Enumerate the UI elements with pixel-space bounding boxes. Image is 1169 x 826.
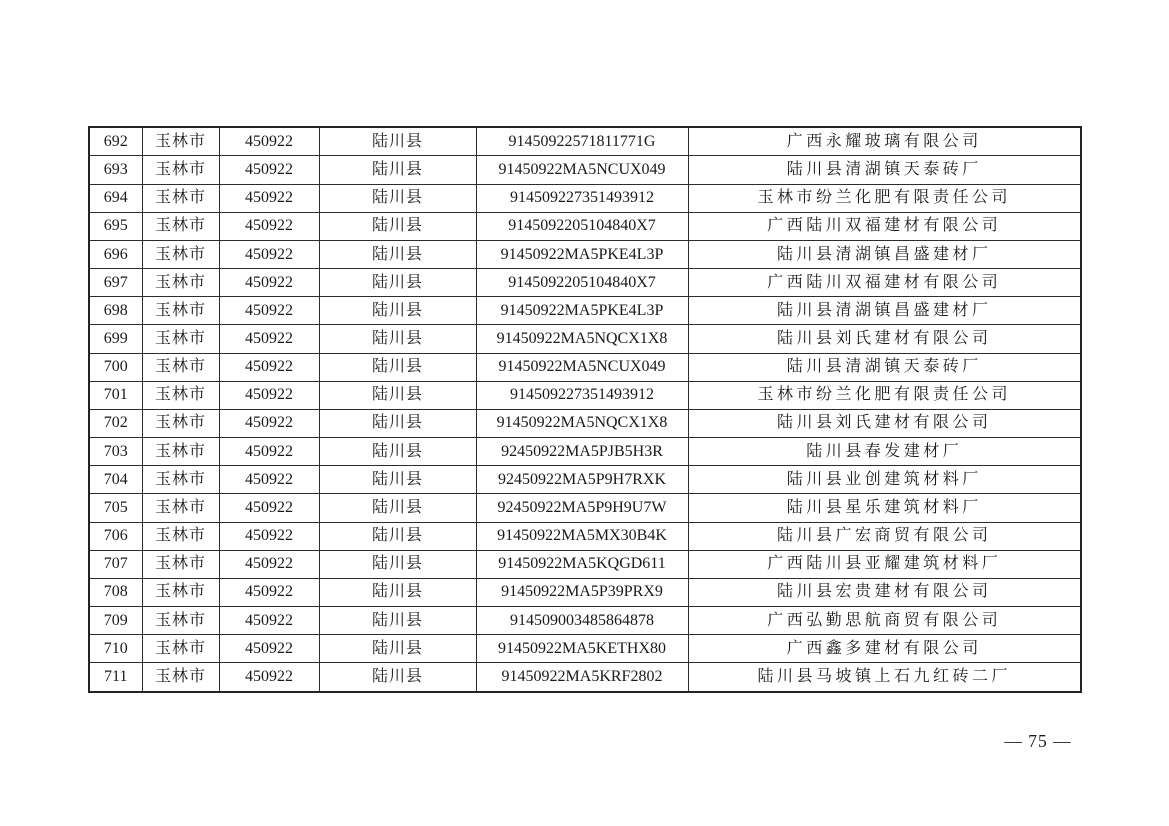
- cell-county: 陆川县: [319, 184, 476, 212]
- table-row: [89, 353, 1081, 381]
- cell-city: 玉林市: [142, 184, 219, 212]
- cell-company-name: 玉林市纷兰化肥有限责任公司: [688, 381, 1081, 409]
- cell-company-name: 广西永耀玻璃有限公司: [688, 127, 1081, 156]
- cell-serial-number: 697: [89, 269, 142, 297]
- cell-serial-number: 706: [89, 522, 142, 550]
- cell-district-code: 450922: [219, 494, 319, 522]
- cell-company-name: 陆川县马坡镇上石九红砖二厂: [688, 663, 1081, 692]
- cell-city: 玉林市: [142, 438, 219, 466]
- cell-city: 玉林市: [142, 156, 219, 184]
- cell-county: 陆川县: [319, 156, 476, 184]
- table-row: [89, 606, 1081, 634]
- cell-serial-number: 694: [89, 184, 142, 212]
- cell-company-name: 广西陆川双福建材有限公司: [688, 269, 1081, 297]
- cell-county: 陆川县: [319, 127, 476, 156]
- table-row: [89, 522, 1081, 550]
- cell-city: 玉林市: [142, 325, 219, 353]
- cell-district-code: 450922: [219, 353, 319, 381]
- cell-county: 陆川县: [319, 635, 476, 663]
- table-row: [89, 240, 1081, 268]
- cell-serial-number: 703: [89, 438, 142, 466]
- cell-city: 玉林市: [142, 550, 219, 578]
- table-row: [89, 466, 1081, 494]
- cell-district-code: 450922: [219, 381, 319, 409]
- table-row: [89, 494, 1081, 522]
- table-row: [89, 550, 1081, 578]
- cell-serial-number: 699: [89, 325, 142, 353]
- cell-district-code: 450922: [219, 578, 319, 606]
- cell-company-name: 陆川县清湖镇天泰砖厂: [688, 353, 1081, 381]
- cell-county: 陆川县: [319, 353, 476, 381]
- cell-district-code: 450922: [219, 466, 319, 494]
- cell-district-code: 450922: [219, 325, 319, 353]
- page-number: [998, 731, 1078, 752]
- cell-company-name: 陆川县清湖镇昌盛建材厂: [688, 240, 1081, 268]
- cell-county: 陆川县: [319, 663, 476, 692]
- cell-serial-number: 700: [89, 353, 142, 381]
- cell-district-code: 450922: [219, 550, 319, 578]
- cell-district-code: 450922: [219, 156, 319, 184]
- cell-credit-code: 91450922MA5NCUX049: [476, 353, 688, 381]
- cell-district-code: 450922: [219, 522, 319, 550]
- table-row: [89, 269, 1081, 297]
- cell-company-name: 陆川县春发建材厂: [688, 438, 1081, 466]
- table-row: [89, 438, 1081, 466]
- cell-district-code: 450922: [219, 635, 319, 663]
- cell-credit-code: 92450922MA5P9H7RXK: [476, 466, 688, 494]
- table-row: [89, 212, 1081, 240]
- cell-city: 玉林市: [142, 240, 219, 268]
- cell-company-name: 广西鑫多建材有限公司: [688, 635, 1081, 663]
- cell-city: 玉林市: [142, 494, 219, 522]
- cell-city: 玉林市: [142, 353, 219, 381]
- cell-serial-number: 696: [89, 240, 142, 268]
- cell-credit-code: 92450922MA5P9H9U7W: [476, 494, 688, 522]
- cell-city: 玉林市: [142, 522, 219, 550]
- table-row: [89, 127, 1081, 156]
- cell-serial-number: 695: [89, 212, 142, 240]
- cell-city: 玉林市: [142, 297, 219, 325]
- cell-city: 玉林市: [142, 663, 219, 692]
- cell-credit-code: 914509003485864878: [476, 606, 688, 634]
- cell-district-code: 450922: [219, 269, 319, 297]
- cell-serial-number: 692: [89, 127, 142, 156]
- cell-serial-number: 707: [89, 550, 142, 578]
- cell-city: 玉林市: [142, 606, 219, 634]
- cell-county: 陆川县: [319, 269, 476, 297]
- cell-company-name: 陆川县刘氏建材有限公司: [688, 409, 1081, 437]
- cell-district-code: 450922: [219, 212, 319, 240]
- cell-serial-number: 710: [89, 635, 142, 663]
- table-row: [89, 635, 1081, 663]
- company-table-body: [89, 127, 1081, 692]
- cell-credit-code: 914509227351493912: [476, 381, 688, 409]
- cell-credit-code: 914509227351493912: [476, 184, 688, 212]
- cell-serial-number: 709: [89, 606, 142, 634]
- cell-company-name: 陆川县宏贵建材有限公司: [688, 578, 1081, 606]
- cell-credit-code: 9145092205104840X7: [476, 269, 688, 297]
- cell-county: 陆川县: [319, 550, 476, 578]
- table-row: [89, 578, 1081, 606]
- cell-credit-code: 92450922MA5PJB5H3R: [476, 438, 688, 466]
- cell-serial-number: 702: [89, 409, 142, 437]
- cell-district-code: 450922: [219, 409, 319, 437]
- cell-county: 陆川县: [319, 578, 476, 606]
- cell-city: 玉林市: [142, 578, 219, 606]
- cell-company-name: 陆川县星乐建筑材料厂: [688, 494, 1081, 522]
- cell-company-name: 广西陆川双福建材有限公司: [688, 212, 1081, 240]
- cell-city: 玉林市: [142, 409, 219, 437]
- cell-district-code: 450922: [219, 663, 319, 692]
- cell-credit-code: 91450922MA5NCUX049: [476, 156, 688, 184]
- cell-city: 玉林市: [142, 269, 219, 297]
- cell-company-name: 玉林市纷兰化肥有限责任公司: [688, 184, 1081, 212]
- cell-company-name: 陆川县刘氏建材有限公司: [688, 325, 1081, 353]
- table-row: [89, 325, 1081, 353]
- cell-company-name: 陆川县清湖镇昌盛建材厂: [688, 297, 1081, 325]
- cell-county: 陆川县: [319, 409, 476, 437]
- cell-credit-code: 91450922MA5KQGD611: [476, 550, 688, 578]
- cell-county: 陆川县: [319, 212, 476, 240]
- cell-city: 玉林市: [142, 381, 219, 409]
- cell-city: 玉林市: [142, 466, 219, 494]
- cell-district-code: 450922: [219, 438, 319, 466]
- cell-serial-number: 701: [89, 381, 142, 409]
- cell-credit-code: 9145092205104840X7: [476, 212, 688, 240]
- cell-district-code: 450922: [219, 127, 319, 156]
- table-row: [89, 156, 1081, 184]
- cell-county: 陆川县: [319, 381, 476, 409]
- cell-serial-number: 705: [89, 494, 142, 522]
- cell-company-name: 陆川县广宏商贸有限公司: [688, 522, 1081, 550]
- cell-city: 玉林市: [142, 635, 219, 663]
- cell-county: 陆川县: [319, 240, 476, 268]
- cell-credit-code: 91450922MA5NQCX1X8: [476, 409, 688, 437]
- cell-county: 陆川县: [319, 438, 476, 466]
- cell-district-code: 450922: [219, 297, 319, 325]
- table-row: [89, 184, 1081, 212]
- table-row: [89, 409, 1081, 437]
- cell-credit-code: 91450922MA5MX30B4K: [476, 522, 688, 550]
- company-table: [88, 126, 1082, 693]
- cell-serial-number: 711: [89, 663, 142, 692]
- cell-county: 陆川县: [319, 466, 476, 494]
- cell-credit-code: 91450922MA5KRF2802: [476, 663, 688, 692]
- cell-serial-number: 693: [89, 156, 142, 184]
- table-row: [89, 381, 1081, 409]
- cell-county: 陆川县: [319, 494, 476, 522]
- cell-credit-code: 91450922MA5PKE4L3P: [476, 240, 688, 268]
- cell-county: 陆川县: [319, 606, 476, 634]
- cell-credit-code: 91450922MA5KETHX80: [476, 635, 688, 663]
- cell-county: 陆川县: [319, 325, 476, 353]
- cell-district-code: 450922: [219, 184, 319, 212]
- page-number-label: — 75 —: [1004, 731, 1072, 751]
- cell-district-code: 450922: [219, 240, 319, 268]
- cell-county: 陆川县: [319, 297, 476, 325]
- cell-credit-code: 91450922MA5P39PRX9: [476, 578, 688, 606]
- cell-company-name: 陆川县清湖镇天泰砖厂: [688, 156, 1081, 184]
- cell-city: 玉林市: [142, 127, 219, 156]
- cell-company-name: 陆川县业创建筑材料厂: [688, 466, 1081, 494]
- cell-serial-number: 698: [89, 297, 142, 325]
- table-row: [89, 297, 1081, 325]
- cell-credit-code: 91450922MA5PKE4L3P: [476, 297, 688, 325]
- cell-serial-number: 704: [89, 466, 142, 494]
- cell-credit-code: 91450922571811771G: [476, 127, 688, 156]
- cell-serial-number: 708: [89, 578, 142, 606]
- cell-city: 玉林市: [142, 212, 219, 240]
- cell-county: 陆川县: [319, 522, 476, 550]
- cell-company-name: 广西弘勤思航商贸有限公司: [688, 606, 1081, 634]
- cell-district-code: 450922: [219, 606, 319, 634]
- cell-credit-code: 91450922MA5NQCX1X8: [476, 325, 688, 353]
- cell-company-name: 广西陆川县亚耀建筑材料厂: [688, 550, 1081, 578]
- table-row: [89, 663, 1081, 692]
